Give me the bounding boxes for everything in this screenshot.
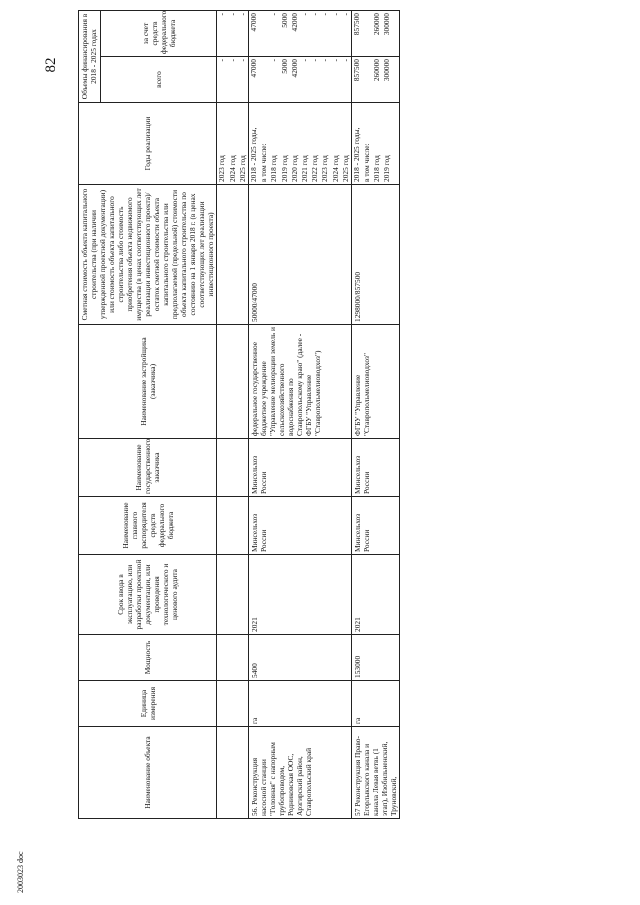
schedule-years-cell [249, 103, 352, 185]
schedule-year: 2022 год [310, 155, 320, 182]
investment-projects-table [78, 10, 400, 819]
schedule-federal: 42000 [289, 13, 299, 32]
schedule-federal [259, 11, 269, 56]
header-deadline: Срок ввода в эксплуатацию, или разработки проектной документации, или проведения технологического и ценового аудита [79, 555, 217, 635]
schedule-total: - [217, 59, 227, 62]
schedule-total: 857500 [351, 59, 361, 82]
schedule-year: 2020 год [289, 155, 299, 182]
main-manager-cell: Минсельхоз России [249, 497, 352, 555]
schedule-total: - [310, 59, 320, 62]
schedule-total-cell [351, 57, 399, 103]
schedule-year: 2024 год [227, 155, 237, 182]
schedule-year: 2018 год [269, 155, 279, 182]
cost-cell: 50000/47000 [249, 185, 352, 325]
developer-cell: ФГБУ "Управление "Ставропольмелиоводхоз" [351, 325, 399, 439]
schedule-federal [362, 11, 372, 56]
header-developer: Наименование застройщика (заказчика) [79, 325, 217, 439]
schedule-federal: - [227, 13, 237, 16]
header-total: всего [100, 57, 217, 103]
schedule-total [362, 57, 372, 102]
header-cost: Сметная стоимость объекта капитального строительства (при наличии утвержденной проектной документации) или стоимость объекта капитального строительства либо стоимость приобретения объекта недвижимого имущества (в ценах соответствующих лет реализации инвестиционного проекта)/ остаток сметной стоимости объекта капитального строительства или предполагаемой (предельной) стоимости объекта капитального строительства по состоянию на 1 января 2018 г. (в ценах соответствующих лет реализации инвестиционного проекта) [79, 185, 217, 325]
object-name [351, 727, 399, 819]
schedule-federal-cell [217, 11, 249, 57]
schedule-total: - [269, 59, 279, 62]
main-manager-cell: Минсельхоз России [351, 497, 399, 555]
unit-cell: га [351, 681, 399, 727]
deadline-cell: 2021 [351, 555, 399, 635]
schedule-federal: - [217, 13, 227, 16]
row-number: 57 [352, 808, 362, 816]
schedule-total: - [340, 59, 350, 62]
schedule-year: 2024 год [330, 155, 340, 182]
schedule-federal: - [310, 13, 320, 16]
schedule-total: - [237, 59, 247, 62]
schedule-federal: 5000 [279, 13, 289, 28]
schedule-total: - [227, 59, 237, 62]
schedule-year: 2025 год [340, 155, 350, 182]
schedule-year: 2019 год [279, 155, 289, 182]
table-row-continuation [217, 11, 249, 819]
schedule-federal: - [237, 13, 247, 16]
schedule-total: 300000 [382, 59, 392, 82]
schedule-total: 260000 [372, 59, 382, 82]
schedule-federal: 300000 [382, 13, 392, 36]
header-name: Наименование объекта [79, 727, 217, 819]
schedule-years-cell [217, 103, 249, 185]
schedule-years-cell [351, 103, 399, 185]
schedule-year: 2023 год [320, 155, 330, 182]
gov-customer-cell: Минсельхоз России [249, 439, 352, 497]
object-name-text: Реконструкция насосной станции "Головная" с напорным трубопроводом, Родниковская ООС, Арзгирский район, Ставропольский край [250, 742, 314, 816]
document-reference: 2003023 doc [16, 851, 25, 893]
capacity-cell: 5400 [249, 635, 352, 681]
schedule-federal: - [340, 13, 350, 16]
schedule-total: 5000 [279, 59, 289, 74]
schedule-federal-cell [249, 11, 352, 57]
gov-customer-cell: Минсельхоз России [351, 439, 399, 497]
object-name [249, 727, 352, 819]
schedule-federal: - [330, 13, 340, 16]
table-row [249, 11, 352, 819]
schedule-year: 2021 год [299, 155, 309, 182]
page-number: 82 [43, 57, 59, 73]
schedule-year: 2019 год [382, 155, 392, 182]
schedule-federal: - [269, 13, 279, 16]
header-unit: Единица измерения [79, 681, 217, 727]
unit-cell: га [249, 681, 352, 727]
schedule-total: - [299, 59, 309, 62]
schedule-year: в том числе: [259, 143, 269, 182]
schedule-federal: 857500 [351, 13, 361, 36]
table-row [351, 11, 399, 819]
deadline-cell: 2021 [249, 555, 352, 635]
developer-cell: федеральное государственное бюджетное учреждение "Управление мелиорации земель и сельскохозяйственного водоснабжения по Ставропольскому краю" (далее - ФГБУ "Управление "Ставропольмелиоводхоз") [249, 325, 352, 439]
schedule-federal: - [320, 13, 330, 16]
schedule-year: 2018 - 2025 годы, [249, 127, 259, 182]
schedule-total-cell [249, 57, 352, 103]
schedule-year: 2018 год [372, 155, 382, 182]
header-capacity: Мощность [79, 635, 217, 681]
schedule-year: 2018 - 2025 годы, [351, 127, 361, 182]
schedule-total [259, 57, 269, 102]
header-gov-customer: Наименование государственного заказчика [79, 439, 217, 497]
header-federal: за счет средств федерального бюджета [100, 11, 217, 57]
cost-cell: 1298000/857500 [351, 185, 399, 325]
schedule-federal-cell [351, 11, 399, 57]
schedule-federal: 260000 [372, 13, 382, 36]
schedule-federal: - [299, 13, 309, 16]
schedule-total: 47000 [249, 59, 259, 78]
row-number: 56. [250, 806, 260, 816]
schedule-year: 2023 год [217, 155, 227, 182]
capacity-cell: 153000 [351, 635, 399, 681]
object-name-text: Реконструкция Право-Егорлыкского канала и канала Левая ветвь (1 этап), Изобильненский, Труновский, [352, 736, 399, 816]
schedule-year: 2025 год [237, 155, 247, 182]
schedule-total: - [330, 59, 340, 62]
header-years: Годы реализации [79, 103, 217, 185]
schedule-total: - [320, 59, 330, 62]
header-main-manager: Наименование главного распорядителя средств федерального бюджета [79, 497, 217, 555]
schedule-year: в том числе: [362, 143, 372, 182]
header-financing: Объемы финансирования в 2018 - 2025 годах [79, 11, 101, 103]
schedule-total-cell [217, 57, 249, 103]
schedule-total: 42000 [289, 59, 299, 78]
schedule-federal: 47000 [249, 13, 259, 32]
